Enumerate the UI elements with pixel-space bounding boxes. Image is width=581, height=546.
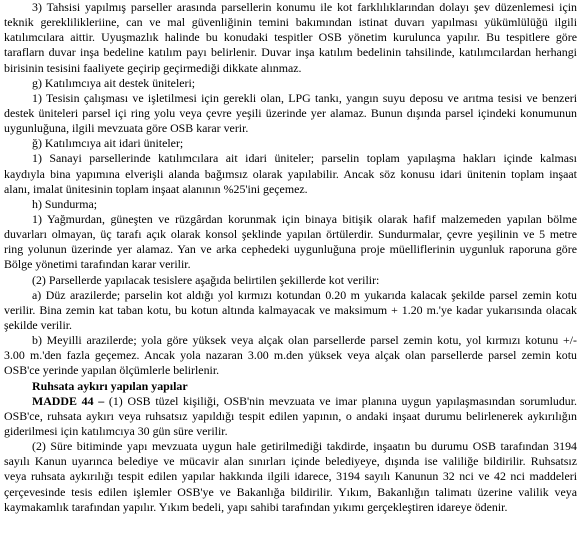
text-line: sayılı Kanun uyarınca belediye ve mücavir alan sınırları içinde belediyeye, dışında ise valiliğe bildirilir. Ruhsatsız xyxy=(4,454,577,469)
text-line: 1) Yağmurdan, güneşten ve rüzgârdan korunmak için binaya bitişik olarak hafif malzemeden yapılan bölme xyxy=(32,211,577,226)
text-line: kaydıyla bina yapımına elverişli alanda bağımsız olarak yapılabilir. Ancak söz konusu idari ünitenin toplam inşaat xyxy=(4,166,577,181)
text-line: teknik gereklilikleriine, can ve mal güvenliğinin temini bakımından istinat duvarı yapılması yükümlülüğü ilgili xyxy=(4,15,577,30)
text-line: (2) Parsellerde yapılacak tesislere aşağıda belirtilen şekillerde kot verilir: xyxy=(32,272,380,287)
section-heading: Ruhsata aykırı yapılan yapılar xyxy=(32,378,188,393)
text-line: 1) Sanayi parsellerinde katılımcılara ait idari üniteler; parselin toplam yapılaşma hakları içinde kalması xyxy=(32,151,577,166)
text-line: katılımcılara aittir. Uyuşmazlık halinde bu konudaki tespitler OSB yönetim kurulunca yapılır. Bu tespitlere göre xyxy=(4,30,577,45)
text-line: 3) Tahsisi yapılmış parseller arasında parsellerin konumu ile kot farklılıklarından dolayı şev düzenlemesi için xyxy=(32,0,577,14)
text-line: Bölge yönetimi tarafından karar verilir. xyxy=(4,257,191,272)
text-line: kaymakamlık tarafından yapılır. Yıkım bedeli, yapı sahibi tarafından yıkımı gerçekleştiren idareye ödenir. xyxy=(4,499,508,514)
article-text: (1) OSB tüzel kişiliği, OSB'nin mevzuata ve imar planına uygun yapılaşmasından sorumludur. xyxy=(104,393,577,408)
text-line: birisinin tesisini faaliyete geçirip geçirmediği dikkate alınmaz. xyxy=(4,60,302,75)
text-line: ring yolunun üzerinde yer alamaz. Yan ve arka cephedeki uygunluğuna proje müelliflerinin uygunluk raporuna göre xyxy=(4,242,577,257)
text-line: 3.00 m.'den fazla geçemez. Ancak yola nazaran 3.00 m.den yüksek veya alçak olan parsellerde parsel zemin kotu xyxy=(4,348,577,363)
text-line: h) Sundurma; xyxy=(32,196,98,211)
text-line: duvarları olmayan, üç tarafı açık olarak konsol şeklinde yapılan örtülerdir. Sundurmalar, çevre yeşilinin ve 5 metre xyxy=(4,227,577,242)
text-line xyxy=(4,394,577,409)
text-line: destek üniteleri parsel içi ring yolu veya çevre yeşili üzerinde yer alamaz. Bunun dışında parsel içindeki konumunun xyxy=(4,105,577,120)
text-line: ğ) Katılımcıya ait idari üniteler; xyxy=(32,136,184,151)
text-line: uygunluğuna, ilgili mevzuata göre OSB karar verir. xyxy=(4,121,249,136)
article-number: MADDE 44 – xyxy=(32,393,105,408)
text-line: OSB'ce, ruhsata aykırı veya ruhsatsız yapıldığı tespit edilen yapının, o andaki inşaat durumu belirlenerek aykırılığın xyxy=(4,408,577,423)
text-line: çerçevesinde tesis edilen işlemler OSB'ye ve Bakanlığa bildirilir. Yıkım, Bakanlığın talimatı üzerine valilik veya xyxy=(4,484,577,499)
text-line: taraflarn duvar inşa bedeline katılım payı belirlenir. Duvar inşa katılım bedelinin tahsilinde, katılımcılardan herhangi xyxy=(4,45,577,60)
text-line: giderilmesi için katılımcıya 30 gün süre verilir. xyxy=(4,423,228,438)
text-line: a) Düz arazilerde; parselin kot aldığı yol kırmızı kotundan 0.20 m yukarıda kalacak şekilde parsel zemin kotu xyxy=(32,287,577,302)
text-line: veya ruhsata aykırılığı tespit edilen yapılar hakkında ilgili idarece, 3194 sayılı Kanunun 32 nci ve 42 nci maddeleri xyxy=(4,469,577,484)
text-line: OSB'ce yerinde yapılan ölçümlerle belirlenir. xyxy=(4,363,220,378)
text-line: b) Meyilli arazilerde; yola göre yüksek veya alçak olan parsellerde parsel zemin kotu, yol kırmızı kotunu +/- xyxy=(32,333,577,348)
text-line: alanı, imalat ünitesinin toplam inşaat alanının %25'ini geçemez. xyxy=(4,181,308,196)
text-line: g) Katılımcıya ait destek üniteleri; xyxy=(32,75,196,90)
text-line: 1) Tesisin çalışması ve işletilmesi için gerekli olan, LPG tankı, yangın suyu deposu ve arıtma tesisi ve benzeri xyxy=(32,90,577,105)
text-line: verilir. Bina zemin kat taban kotu, bu kotun altında kalmayacak ve maksimum + 1.20 m.'ye kadar yukarısında olacak xyxy=(4,302,577,317)
text-line: (2) Süre bitiminde yapı mevzuata uygun hale getirilmediği takdirde, inşaatın bu durumu OSB tarafından 3194 xyxy=(32,439,577,454)
text-line: şekilde verilir. xyxy=(4,317,73,332)
